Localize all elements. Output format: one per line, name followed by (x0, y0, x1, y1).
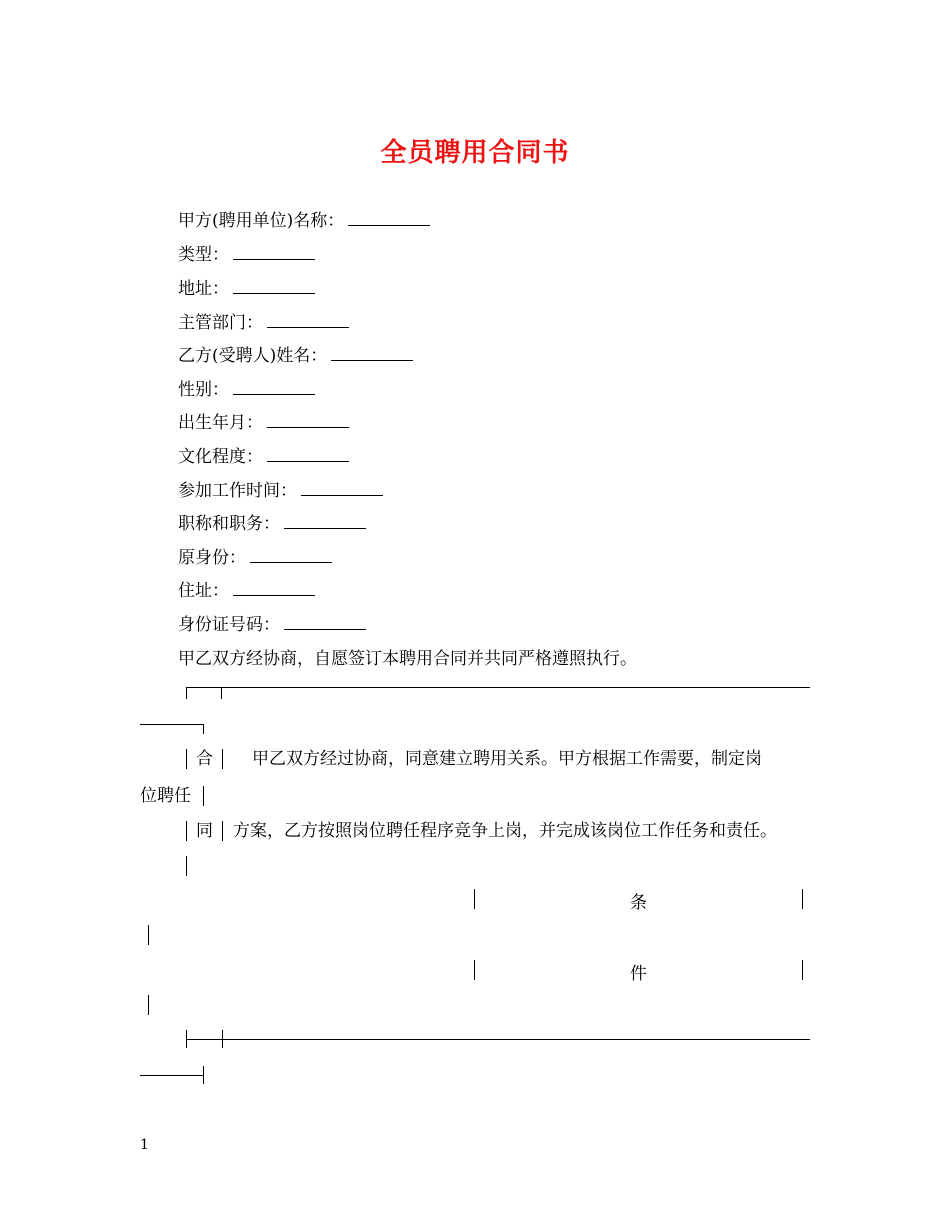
table-border (140, 724, 204, 725)
field-label: 类型： (178, 245, 229, 265)
field-gender (178, 378, 315, 402)
field-type (178, 243, 315, 267)
field-department (178, 311, 349, 335)
table-row2-text: 方案，乙方按照岗位聘任程序竞争上岗，并完成该岗位工作任务和责任。 (233, 821, 777, 841)
field-label: 住址： (178, 581, 229, 601)
fill-blank (284, 615, 366, 630)
table-border (474, 889, 475, 909)
field-label: 主管部门： (178, 313, 263, 333)
fill-blank (331, 346, 413, 361)
fill-blank (267, 313, 349, 328)
fill-blank (233, 581, 315, 596)
field-label: 文化程度： (178, 447, 263, 467)
table-border (186, 821, 187, 841)
field-label: 原身份： (178, 548, 246, 568)
table-border (203, 1066, 204, 1084)
table-cell-he: 合 (196, 749, 213, 769)
fill-blank (233, 380, 315, 395)
table-row1-text: 甲乙双方经过协商，同意建立聘用关系。甲方根据工作需要，制定岗 (252, 749, 762, 769)
table-border (802, 889, 803, 909)
intro-paragraph: 甲乙双方经协商，自愿签订本聘用合同并共同严格遵照执行。 (178, 649, 637, 669)
table-border (140, 1075, 204, 1076)
field-employer-name (178, 209, 430, 233)
field-work-start (178, 479, 383, 503)
field-label: 职称和职务： (178, 514, 280, 534)
field-label: 性别： (178, 380, 229, 400)
page-number: 1 (140, 1137, 149, 1153)
table-border (474, 960, 475, 980)
field-label: 地址： (178, 279, 229, 299)
table-border (222, 1030, 223, 1048)
table-border (221, 687, 222, 699)
table-border (186, 749, 187, 769)
fill-blank (301, 481, 383, 496)
field-birth (178, 411, 349, 435)
table-char-tiao: 条 (630, 893, 647, 913)
field-residence (178, 579, 315, 603)
table-border (186, 1039, 810, 1040)
field-label: 身份证号码： (178, 615, 280, 635)
table-border (203, 724, 204, 734)
fill-blank (233, 245, 315, 260)
fill-blank (250, 548, 332, 563)
table-border (802, 960, 803, 980)
table-cell-tong: 同 (196, 821, 213, 841)
table-char-jian: 件 (630, 964, 647, 984)
table-border (186, 687, 810, 688)
table-row1-continuation: 位聘任 (140, 786, 191, 806)
field-label: 乙方(受聘人)姓名： (178, 346, 328, 366)
field-label: 甲方(聘用单位)名称： (178, 211, 345, 231)
fill-blank (348, 211, 430, 226)
fill-blank (267, 447, 349, 462)
field-id-number (178, 613, 366, 637)
document-title: 全员聘用合同书 (380, 138, 570, 168)
table-border (148, 925, 149, 945)
table-border (203, 786, 204, 806)
table-border (222, 749, 223, 769)
table-border (148, 995, 149, 1015)
fill-blank (233, 279, 315, 294)
table-border (222, 821, 223, 841)
table-border (186, 856, 187, 876)
field-original-status (178, 546, 332, 570)
field-label: 出生年月： (178, 413, 263, 433)
fill-blank (267, 413, 349, 428)
fill-blank (284, 514, 366, 529)
field-title-position (178, 512, 366, 536)
field-address (178, 277, 315, 301)
table-border (186, 687, 187, 699)
field-label: 参加工作时间： (178, 481, 297, 501)
field-employee-name (178, 344, 413, 368)
field-education (178, 445, 349, 469)
